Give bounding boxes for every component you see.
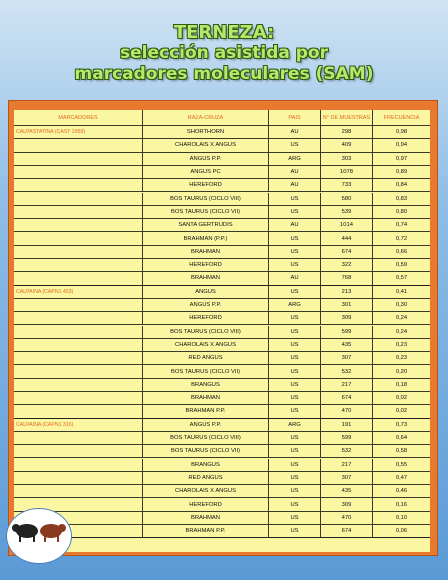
- country-cell: US: [268, 259, 320, 271]
- frequency-cell: 0,57: [372, 272, 430, 284]
- marker-cell-empty: [14, 299, 142, 311]
- country-cell: AU: [268, 166, 320, 178]
- samples-cell: 435: [320, 485, 372, 497]
- table-row: [14, 193, 430, 206]
- breed-cell: BRAHMAN: [142, 392, 268, 404]
- frequency-cell: 0,10: [372, 512, 430, 524]
- marker-cell-empty: [14, 379, 142, 391]
- frequency-cell: 0,98: [372, 126, 430, 138]
- samples-cell: 409: [320, 139, 372, 151]
- breed-cell: RED ANGUS: [142, 472, 268, 484]
- samples-cell: 539: [320, 206, 372, 218]
- marker-label: CALPAINA (CAPN1 453): [16, 288, 74, 295]
- frequency-cell: 0,41: [372, 286, 430, 298]
- table-row: [14, 312, 430, 325]
- frequency-cell: 0,84: [372, 179, 430, 191]
- breed-cell: RED ANGUS: [142, 352, 268, 364]
- breed-cell: BRAHMAN (P.P.): [142, 232, 268, 244]
- breed-cell: ANGUS P.P.: [142, 419, 268, 431]
- samples-cell: 674: [320, 392, 372, 404]
- country-cell: ARG: [268, 153, 320, 165]
- column-header: PAIS: [268, 110, 320, 125]
- marker-cell: [14, 126, 142, 138]
- marker-cell-empty: [14, 312, 142, 324]
- breed-cell: BRAHMAN P.P.: [142, 525, 268, 537]
- samples-cell: 191: [320, 419, 372, 431]
- samples-cell: 307: [320, 472, 372, 484]
- marker-cell-empty: [14, 259, 142, 271]
- marker-cell-empty: [14, 232, 142, 244]
- samples-cell: 599: [320, 326, 372, 338]
- frequency-cell: 0,66: [372, 246, 430, 258]
- samples-cell: 435: [320, 339, 372, 351]
- country-cell: US: [268, 405, 320, 417]
- samples-cell: 303: [320, 153, 372, 165]
- marker-cell-empty: [14, 193, 142, 205]
- frequency-cell: 0,24: [372, 326, 430, 338]
- frequency-table: [14, 110, 430, 552]
- marker-label: CALPAINA (CAPN1 316): [16, 421, 74, 428]
- frequency-cell: 0,97: [372, 153, 430, 165]
- country-cell: US: [268, 339, 320, 351]
- table-row: [14, 219, 430, 232]
- table-row: [14, 299, 430, 312]
- frequency-cell: 0,02: [372, 405, 430, 417]
- marker-cell-empty: [14, 166, 142, 178]
- frequency-cell: 0,23: [372, 352, 430, 364]
- breed-cell: CHAROLAIS X ANGUS: [142, 485, 268, 497]
- frequency-cell: 0,55: [372, 459, 430, 471]
- country-cell: ARG: [268, 419, 320, 431]
- marker-cell-empty: [14, 432, 142, 444]
- country-cell: US: [268, 445, 320, 457]
- breed-cell: BRAHMAN: [142, 512, 268, 524]
- country-cell: US: [268, 365, 320, 377]
- table-row: [14, 286, 430, 299]
- breed-cell: BRAHMAN P.P.: [142, 405, 268, 417]
- breed-cell: ANGUS PC: [142, 166, 268, 178]
- marker-cell-empty: [14, 246, 142, 258]
- samples-cell: 532: [320, 365, 372, 377]
- breed-cell: HEREFORD: [142, 498, 268, 510]
- samples-cell: 470: [320, 512, 372, 524]
- frequency-cell: 0,16: [372, 498, 430, 510]
- frequency-cell: 0,58: [372, 445, 430, 457]
- table-row: [14, 246, 430, 259]
- table-row: [14, 232, 430, 245]
- marker-cell-empty: [14, 405, 142, 417]
- table-header-row: [14, 110, 430, 126]
- breed-cell: HEREFORD: [142, 312, 268, 324]
- breed-cell: CHAROLAIS X ANGUS: [142, 339, 268, 351]
- table-row: [14, 512, 430, 525]
- table-row: [14, 272, 430, 285]
- country-cell: US: [268, 232, 320, 244]
- table-row: [14, 139, 430, 152]
- breed-cell: BOS TAURUS (CICLO VII): [142, 445, 268, 457]
- samples-cell: 1014: [320, 219, 372, 231]
- marker-cell-empty: [14, 219, 142, 231]
- breed-cell: HEREFORD: [142, 179, 268, 191]
- frequency-cell: 0,64: [372, 432, 430, 444]
- cattle-logo-icon: [6, 508, 72, 564]
- title-line-2: selección asistida por: [120, 43, 328, 63]
- table-row: [14, 472, 430, 485]
- table-row: [14, 352, 430, 365]
- table-row: [14, 525, 430, 538]
- samples-cell: 444: [320, 232, 372, 244]
- marker-cell-empty: [14, 445, 142, 457]
- samples-cell: 580: [320, 193, 372, 205]
- country-cell: US: [268, 392, 320, 404]
- samples-cell: 307: [320, 352, 372, 364]
- frequency-cell: 0,47: [372, 472, 430, 484]
- marker-cell-empty: [14, 326, 142, 338]
- table-row: [14, 339, 430, 352]
- samples-cell: 470: [320, 405, 372, 417]
- country-cell: ARG: [268, 299, 320, 311]
- table-row: [14, 206, 430, 219]
- frequency-cell: 0,83: [372, 193, 430, 205]
- breed-cell: BRAHMAN: [142, 272, 268, 284]
- samples-cell: 217: [320, 459, 372, 471]
- breed-cell: BOS TAURUS (CICLO VII): [142, 206, 268, 218]
- table-row: [14, 153, 430, 166]
- marker-cell-empty: [14, 392, 142, 404]
- breed-cell: ANGUS: [142, 286, 268, 298]
- column-header: RAZA-CRUZA: [142, 110, 268, 125]
- country-cell: US: [268, 512, 320, 524]
- column-header: FRECUENCIA: [372, 110, 430, 125]
- country-cell: US: [268, 312, 320, 324]
- samples-cell: 768: [320, 272, 372, 284]
- samples-cell: 298: [320, 126, 372, 138]
- frequency-cell: 0,94: [372, 139, 430, 151]
- frequency-cell: 0,74: [372, 219, 430, 231]
- table-row: [14, 405, 430, 418]
- table-row: [14, 166, 430, 179]
- frequency-cell: 0,20: [372, 365, 430, 377]
- breed-cell: CHAROLAIS X ANGUS: [142, 139, 268, 151]
- country-cell: US: [268, 326, 320, 338]
- country-cell: AU: [268, 126, 320, 138]
- marker-cell: [14, 419, 142, 431]
- table-row: [14, 419, 430, 432]
- samples-cell: 301: [320, 299, 372, 311]
- frequency-cell: 0,24: [372, 312, 430, 324]
- country-cell: AU: [268, 219, 320, 231]
- breed-cell: BOS TAURUS (CICLO VIII): [142, 432, 268, 444]
- marker-cell-empty: [14, 139, 142, 151]
- country-cell: US: [268, 139, 320, 151]
- marker-cell-empty: [14, 485, 142, 497]
- frequency-cell: 0,89: [372, 166, 430, 178]
- table-row: [14, 432, 430, 445]
- country-cell: US: [268, 352, 320, 364]
- breed-cell: SHORTHORN: [142, 126, 268, 138]
- country-cell: US: [268, 485, 320, 497]
- samples-cell: 733: [320, 179, 372, 191]
- samples-cell: 217: [320, 379, 372, 391]
- table-row: [14, 126, 430, 139]
- country-cell: US: [268, 432, 320, 444]
- frequency-cell: 0,30: [372, 299, 430, 311]
- samples-cell: 532: [320, 445, 372, 457]
- country-cell: US: [268, 525, 320, 537]
- marker-cell-empty: [14, 272, 142, 284]
- samples-cell: 674: [320, 246, 372, 258]
- samples-cell: 1078: [320, 166, 372, 178]
- breed-cell: SANTA GERTRUDIS: [142, 219, 268, 231]
- frequency-cell: 0,46: [372, 485, 430, 497]
- breed-cell: HEREFORD: [142, 259, 268, 271]
- marker-cell-empty: [14, 365, 142, 377]
- frequency-cell: 0,06: [372, 525, 430, 537]
- breed-cell: BOS TAURUS (CICLO VII): [142, 365, 268, 377]
- frequency-cell: 0,23: [372, 339, 430, 351]
- breed-cell: ANGUS P.P.: [142, 153, 268, 165]
- samples-cell: 213: [320, 286, 372, 298]
- samples-cell: 309: [320, 498, 372, 510]
- title-line-1: TERNEZA:: [173, 22, 275, 43]
- marker-cell-empty: [14, 153, 142, 165]
- title-line-3: marcadores moleculares (SAM): [74, 64, 374, 84]
- country-cell: US: [268, 498, 320, 510]
- table-row: [14, 459, 430, 472]
- marker-cell-empty: [14, 459, 142, 471]
- marker-cell-empty: [14, 339, 142, 351]
- country-cell: AU: [268, 272, 320, 284]
- table-row: [14, 392, 430, 405]
- breed-cell: BOS TAURUS (CICLO VIII): [142, 193, 268, 205]
- breed-cell: BRANGUS: [142, 379, 268, 391]
- frequency-cell: 0,73: [372, 419, 430, 431]
- samples-cell: 674: [320, 525, 372, 537]
- country-cell: US: [268, 459, 320, 471]
- samples-cell: 322: [320, 259, 372, 271]
- column-header: N° DE MUESTRAS: [320, 110, 372, 125]
- table-row: [14, 445, 430, 458]
- samples-cell: 309: [320, 312, 372, 324]
- table-row: [14, 498, 430, 511]
- country-cell: US: [268, 472, 320, 484]
- table-row: [14, 326, 430, 339]
- frequency-cell: 0,72: [372, 232, 430, 244]
- frequency-cell: 0,02: [372, 392, 430, 404]
- marker-cell: [14, 286, 142, 298]
- table-row: [14, 485, 430, 498]
- table-row: [14, 179, 430, 192]
- country-cell: US: [268, 193, 320, 205]
- country-cell: US: [268, 206, 320, 218]
- country-cell: AU: [268, 179, 320, 191]
- marker-cell-empty: [14, 352, 142, 364]
- frequency-cell: 0,80: [372, 206, 430, 218]
- marker-label: CALPASTATINA (CAST 2959): [16, 129, 86, 136]
- country-cell: US: [268, 246, 320, 258]
- column-header: MARCADORES: [58, 114, 98, 121]
- marker-cell-empty: [14, 206, 142, 218]
- table-row: [14, 379, 430, 392]
- marker-cell-empty: [14, 179, 142, 191]
- breed-cell: BRAHMAN: [142, 246, 268, 258]
- page-title: [0, 22, 448, 85]
- breed-cell: BRANGUS: [142, 459, 268, 471]
- country-cell: US: [268, 379, 320, 391]
- marker-cell-empty: [14, 472, 142, 484]
- frequency-cell: 0,18: [372, 379, 430, 391]
- samples-cell: 599: [320, 432, 372, 444]
- country-cell: US: [268, 286, 320, 298]
- breed-cell: BOS TAURUS (CICLO VIII): [142, 326, 268, 338]
- frequency-cell: 0,59: [372, 259, 430, 271]
- table-row: [14, 259, 430, 272]
- table-row: [14, 365, 430, 378]
- breed-cell: ANGUS P.P.: [142, 299, 268, 311]
